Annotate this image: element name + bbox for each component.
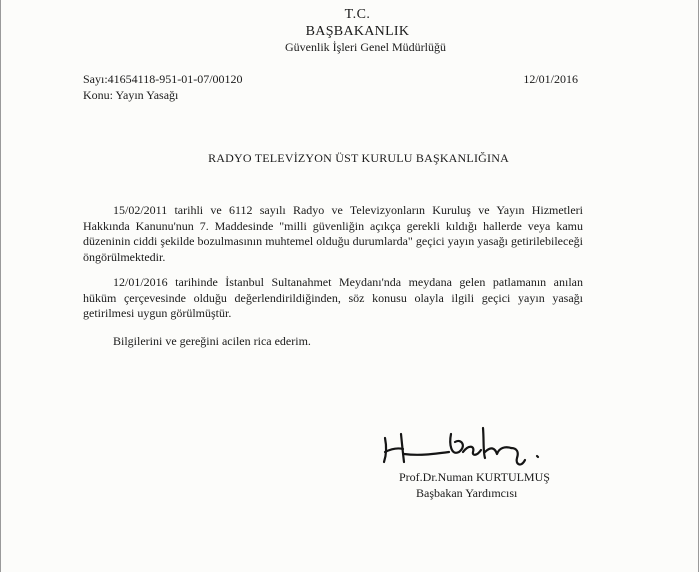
signatory-name: Prof.Dr.Numan KURTULMUŞ	[399, 470, 550, 484]
handwritten-signature	[379, 418, 579, 468]
body-paragraph-2: 12/01/2016 tarihinde İstanbul Sultanahmet Meydanı'nda meydana gelen patlamanın anılan hüküm çerçevesinde olduğu değerlendirildiğinden, söz konusu olayla ilgili geçici yayın yasağı getirilmesi uygun görülmüştür.	[83, 275, 583, 320]
document-subject: Konu: Yayın Yasağı	[83, 88, 179, 102]
letterhead	[1, 6, 699, 55]
body-paragraph-3: Bilgilerini ve gereğini acilen rica ederim.	[113, 334, 311, 348]
addressee: RADYO TELEVİZYON ÜST KURULU BAŞKANLIĞINA	[208, 151, 509, 165]
signatory-title: Başbakan Yardımcısı	[416, 486, 518, 500]
document-date: 12/01/2016	[523, 72, 578, 86]
letterhead-unit: Güvenlik İşleri Genel Müdürlüğü	[285, 40, 446, 54]
body-paragraph-1: 15/02/2011 tarihli ve 6112 sayılı Radyo ve Televizyonların Kuruluş ve Yayın Hizmetleri Hakkında Kanunu'nun 7. Maddesinde "milli güvenliğin açıkça gerekli kıldığı hallerde veya kamu düzeninin ciddi şekilde bozulmasının muhtemel olduğu durumlarda" geçici yayın yasağı getirilebileceği öngörülmektedir.	[83, 203, 583, 264]
letterhead-organization: BAŞBAKANLIK	[305, 24, 410, 39]
document-number: Sayı:41654118-951-01-07/00120	[83, 72, 243, 86]
letterhead-tc: T.C.	[344, 7, 371, 22]
